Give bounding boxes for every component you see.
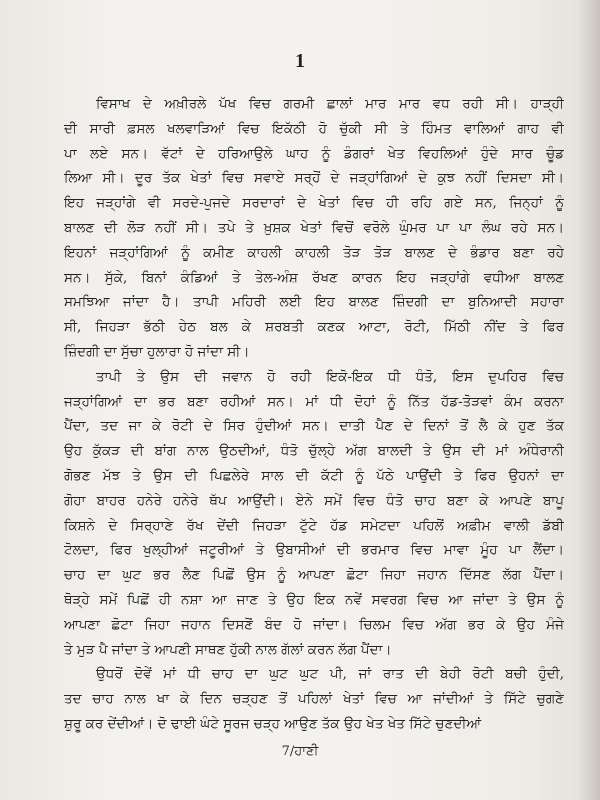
- text-line: ਲਿਆ ਸੀ। ਦੂਰ ਤੱਕ ਖੇਤਾਂ ਵਿਚ ਸਵਾਏ ਸਰ੍ਹੋਂ ਦੇ ਜੜ੍ਹਾਂਗਿਆਂ ਦੇ ਕੁਝ ਨਹੀਂ ਦਿਸਦਾ ਸੀ।: [64, 170, 564, 187]
- text-line: ਚਾਹ ਦਾ ਘੁਟ ਭਰ ਲੈਣ ਪਿਛੋਂ ਉਸ ਨੂੰ ਆਪਣਾ ਛੋਟਾ ਜਿਹਾ ਜਹਾਨ ਦਿੱਸਣ ਲੱਗ ਪੈਂਦਾ।: [64, 567, 564, 584]
- text-line: ਤਾਪੀ ਤੇ ਉਸ ਦੀ ਜਵਾਨ ਹੋ ਰਹੀ ਇਕੋ-ਇਕ ਧੀ ਧੰਤੋ, ਇਸ ਦੁਪਹਿਰ ਵਿਚ: [96, 368, 564, 385]
- text-line: ਜ਼ਿੰਦਗੀ ਦਾ ਸੁੱਚਾ ਹੁਲਾਰਾ ਹੋ ਜਾਂਦਾ ਸੀ।: [64, 343, 250, 360]
- text-line: ਪਾ ਲਏ ਸਨ। ਵੱਟਾਂ ਦੇ ਹਰਿਆਉਲੇ ਘਾਹ ਨੂੰ ਡੰਗਰਾਂ ਖੇਤ ਵਿਹਲਿਆਂ ਹੁੰਦੇ ਸਾਰ ਚੂੰਡ: [64, 145, 564, 162]
- page-footer: 7/ਹਾਣੀ: [281, 744, 319, 759]
- page-edge-shadow: [578, 0, 600, 800]
- body-text: [64, 92, 564, 737]
- text-line: ਵਿਸਾਖ ਦੇ ਅਖ਼ੀਰਲੇ ਪੱਖ ਵਿਚ ਗਰਮੀ ਛਾਲਾਂ ਮਾਰ ਮਾਰ ਵਧ ਰਹੀ ਸੀ। ਹਾੜ੍ਹੀ: [96, 96, 564, 112]
- text-line: ਜੜ੍ਹਾਂਗਿਆਂ ਦਾ ਭਰ ਬਣਾ ਰਹੀਆਂ ਸਨ। ਮਾਂ ਧੀ ਦੋਹਾਂ ਨੂੰ ਨਿੱਤ ਹੱਡ-ਤੋੜਵਾਂ ਕੰਮ ਕਰਨਾ: [64, 393, 564, 410]
- text-line: ਗੋਭਣ ਮੱਝ ਤੇ ਉਸ ਦੀ ਪਿਛਲੇਰੇ ਸਾਲ ਦੀ ਕੱਟੀ ਨੂੰ ਪੱਠੇ ਪਾਉਂਦੀ ਤੇ ਫਿਰ ਉਹਨਾਂ ਦਾ: [64, 467, 564, 484]
- text-line: ਥੋੜ੍ਹੇ ਸਮੇਂ ਪਿਛੋਂ ਹੀ ਨਸ਼ਾ ਆ ਜਾਣ ਤੇ ਉਹ ਇਕ ਨਵੇਂ ਸਵਰਗ ਵਿਚ ਆ ਜਾਂਦਾ ਤੇ ਉਸ ਨੂੰ: [64, 591, 564, 608]
- text-line: ਉਧਰੋਂ ਦੋਵੇਂ ਮਾਂ ਧੀ ਚਾਹ ਦਾ ਘੁਟ ਘੁਟ ਪੀ, ਜਾਂ ਰਾਤ ਦੀ ਬੇਹੀ ਰੋਟੀ ਬਚੀ ਹੁੰਦੀ,: [96, 666, 564, 683]
- text-line: ਟੋਲਦਾ, ਫਿਰ ਖੁਲ੍ਹੀਆਂ ਜਟੂਰੀਆਂ ਤੇ ਉਬਾਸੀਆਂ ਦੀ ਭਰਮਾਰ ਵਿਚ ਮਾਵਾ ਮੂੰਹ ਪਾ ਲੈਂਦਾ।: [64, 542, 564, 559]
- text-line: ਪੈਂਦਾ, ਤਦ ਜਾ ਕੇ ਰੋਟੀ ਦੇ ਸਿਰ ਹੁੰਦੀਆਂ ਸਨ। ਦਾਤੀ ਪੈਣ ਦੇ ਦਿਨਾਂ ਤੋਂ ਲੈ ਕੇ ਹੁਣ ਤੱਕ: [64, 418, 564, 435]
- text-line: ਬਾਲਣ ਦੀ ਲੋੜ ਨਹੀਂ ਸੀ। ਤਪੇ ਤੇ ਖ਼ੁਸ਼ਕ ਖੇਤਾਂ ਵਿਚੋਂ ਵਰੋਲੇ ਘੁੰਮਰ ਪਾ ਪਾ ਲੰਘ ਰਹੇ ਸਨ।: [64, 219, 564, 236]
- text-line: ਇਹਨਾਂ ਜੜ੍ਹਾਂਗਿਆਂ ਨੂੰ ਕਮੀਣ ਕਾਹਲੀ ਕਾਹਲੀ ਤੋੜ ਤੋੜ ਬਾਲਣ ਦੇ ਭੰਡਾਰ ਬਣਾ ਰਹੇ: [64, 244, 564, 261]
- text-line: ਗੋਹਾ ਬਾਹਰ ਹਨੇਰੇ ਹਨੇਰੇ ਥੱਪ ਆਉਂਦੀ। ਏਨੇ ਸਮੇਂ ਵਿਚ ਧੰਤੋ ਚਾਹ ਬਣਾ ਕੇ ਆਪਣੇ ਬਾਪੂ: [64, 492, 564, 509]
- text-line: ਉਹ ਕੁੱਕੜ ਦੀ ਬਾਂਗ ਨਾਲ ਉਠਦੀਆਂ, ਧੰਤੋ ਚੁੱਲ੍ਹੇ ਅੱਗ ਬਾਲਦੀ ਤੇ ਉਸ ਦੀ ਮਾਂ ਅੰਧੇਰਾਨੀ: [64, 443, 564, 460]
- text-line: ਦੀ ਸਾਰੀ ਫ਼ਸਲ ਖਲਵਾੜਿਆਂ ਵਿਚ ਇਕੱਠੀ ਹੋ ਚੁੱਕੀ ਸੀ ਤੇ ਹਿੰਮਤ ਵਾਲਿਆਂ ਗਾਹ ਵੀ: [64, 120, 564, 137]
- text-line: ਸਮਝਿਆ ਜਾਂਦਾ ਹੈ। ਤਾਪੀ ਮਹਿਰੀ ਲਈ ਇਹ ਬਾਲਣ ਜ਼ਿੰਦਗੀ ਦਾ ਬੁਨਿਆਦੀ ਸਹਾਰਾ: [64, 294, 564, 311]
- text-line: ਆਪਣਾ ਛੋਟਾ ਜਿਹਾ ਜਹਾਨ ਦਿਸਣੋਂ ਬੰਦ ਹੋ ਜਾਂਦਾ। ਚਿਲਮ ਵਿਚ ਅੱਗ ਭਰ ਕੇ ਉਹ ਮੰਜੇ: [64, 616, 564, 633]
- text-line: ਤੇ ਮੁੜ ਪੈ ਜਾਂਦਾ ਤੇ ਆਪਣੀ ਸਾਥਣ ਹੁੱਕੀ ਨਾਲ ਗੱਲਾਂ ਕਰਨ ਲੱਗ ਪੈਂਦਾ।: [64, 641, 392, 658]
- text-line: ਸ਼ੁਰੂ ਕਰ ਦੇਂਦੀਆਂ। ਦੋ ਢਾਈ ਘੰਟੇ ਸੂਰਜ ਚੜ੍ਹ ਆਉਣ ਤੱਕ ਉਹ ਖੇਤ ਖੇਤ ਸਿੱਟੇ ਚੁਣਦੀਆਂ: [64, 715, 482, 732]
- text-line: ਸੀ, ਜਿਹੜਾ ਭੱਠੀ ਹੇਠ ਬਲ ਕੇ ਸ਼ਰਬਤੀ ਕਣਕ ਆਟਾ, ਰੋਟੀ, ਮਿੱਠੀ ਨੀਂਦ ਤੇ ਫਿਰ: [64, 319, 564, 336]
- text-line: ਇਹ ਜੜ੍ਹਾਂਗੇ ਵੀ ਸਰਦੇ-ਪੁਜਦੇ ਸਰਦਾਰਾਂ ਦੇ ਖੇਤਾਂ ਵਿਚ ਹੀ ਰਹਿ ਗਏ ਸਨ, ਜਿਨ੍ਹਾਂ ਨੂੰ: [64, 195, 564, 212]
- text-line: ਕਿਸ਼ਨੇ ਦੇ ਸਿਰ੍ਹਾਣੇ ਰੱਖ ਦੇਂਦੀ ਜਿਹੜਾ ਟੁੱਟੇ ਹੱਡ ਸਮੇਟਦਾ ਪਹਿਲੋਂ ਅਫ਼ੀਮ ਵਾਲੀ ਡੱਬੀ: [64, 517, 564, 534]
- text-line: ਤਦ ਚਾਹ ਨਾਲ ਖਾ ਕੇ ਦਿਨ ਚੜ੍ਹਣ ਤੋਂ ਪਹਿਲਾਂ ਖੇਤਾਂ ਵਿਚ ਆ ਜਾਂਦੀਆਂ ਤੇ ਸਿੱਟੇ ਚੁਗਣੇ: [64, 691, 564, 708]
- chapter-number: 1: [295, 50, 305, 72]
- text-line: ਸਨ। ਸੁੱਕੇ, ਬਿਨਾਂ ਕੰਡਿਆਂ ਤੇ ਤੇਲ-ਅੰਸ਼ ਰੱਖਣ ਕਾਰਨ ਇਹ ਜੜ੍ਹਾਂਗੇ ਵਧੀਆ ਬਾਲਣ: [64, 269, 564, 286]
